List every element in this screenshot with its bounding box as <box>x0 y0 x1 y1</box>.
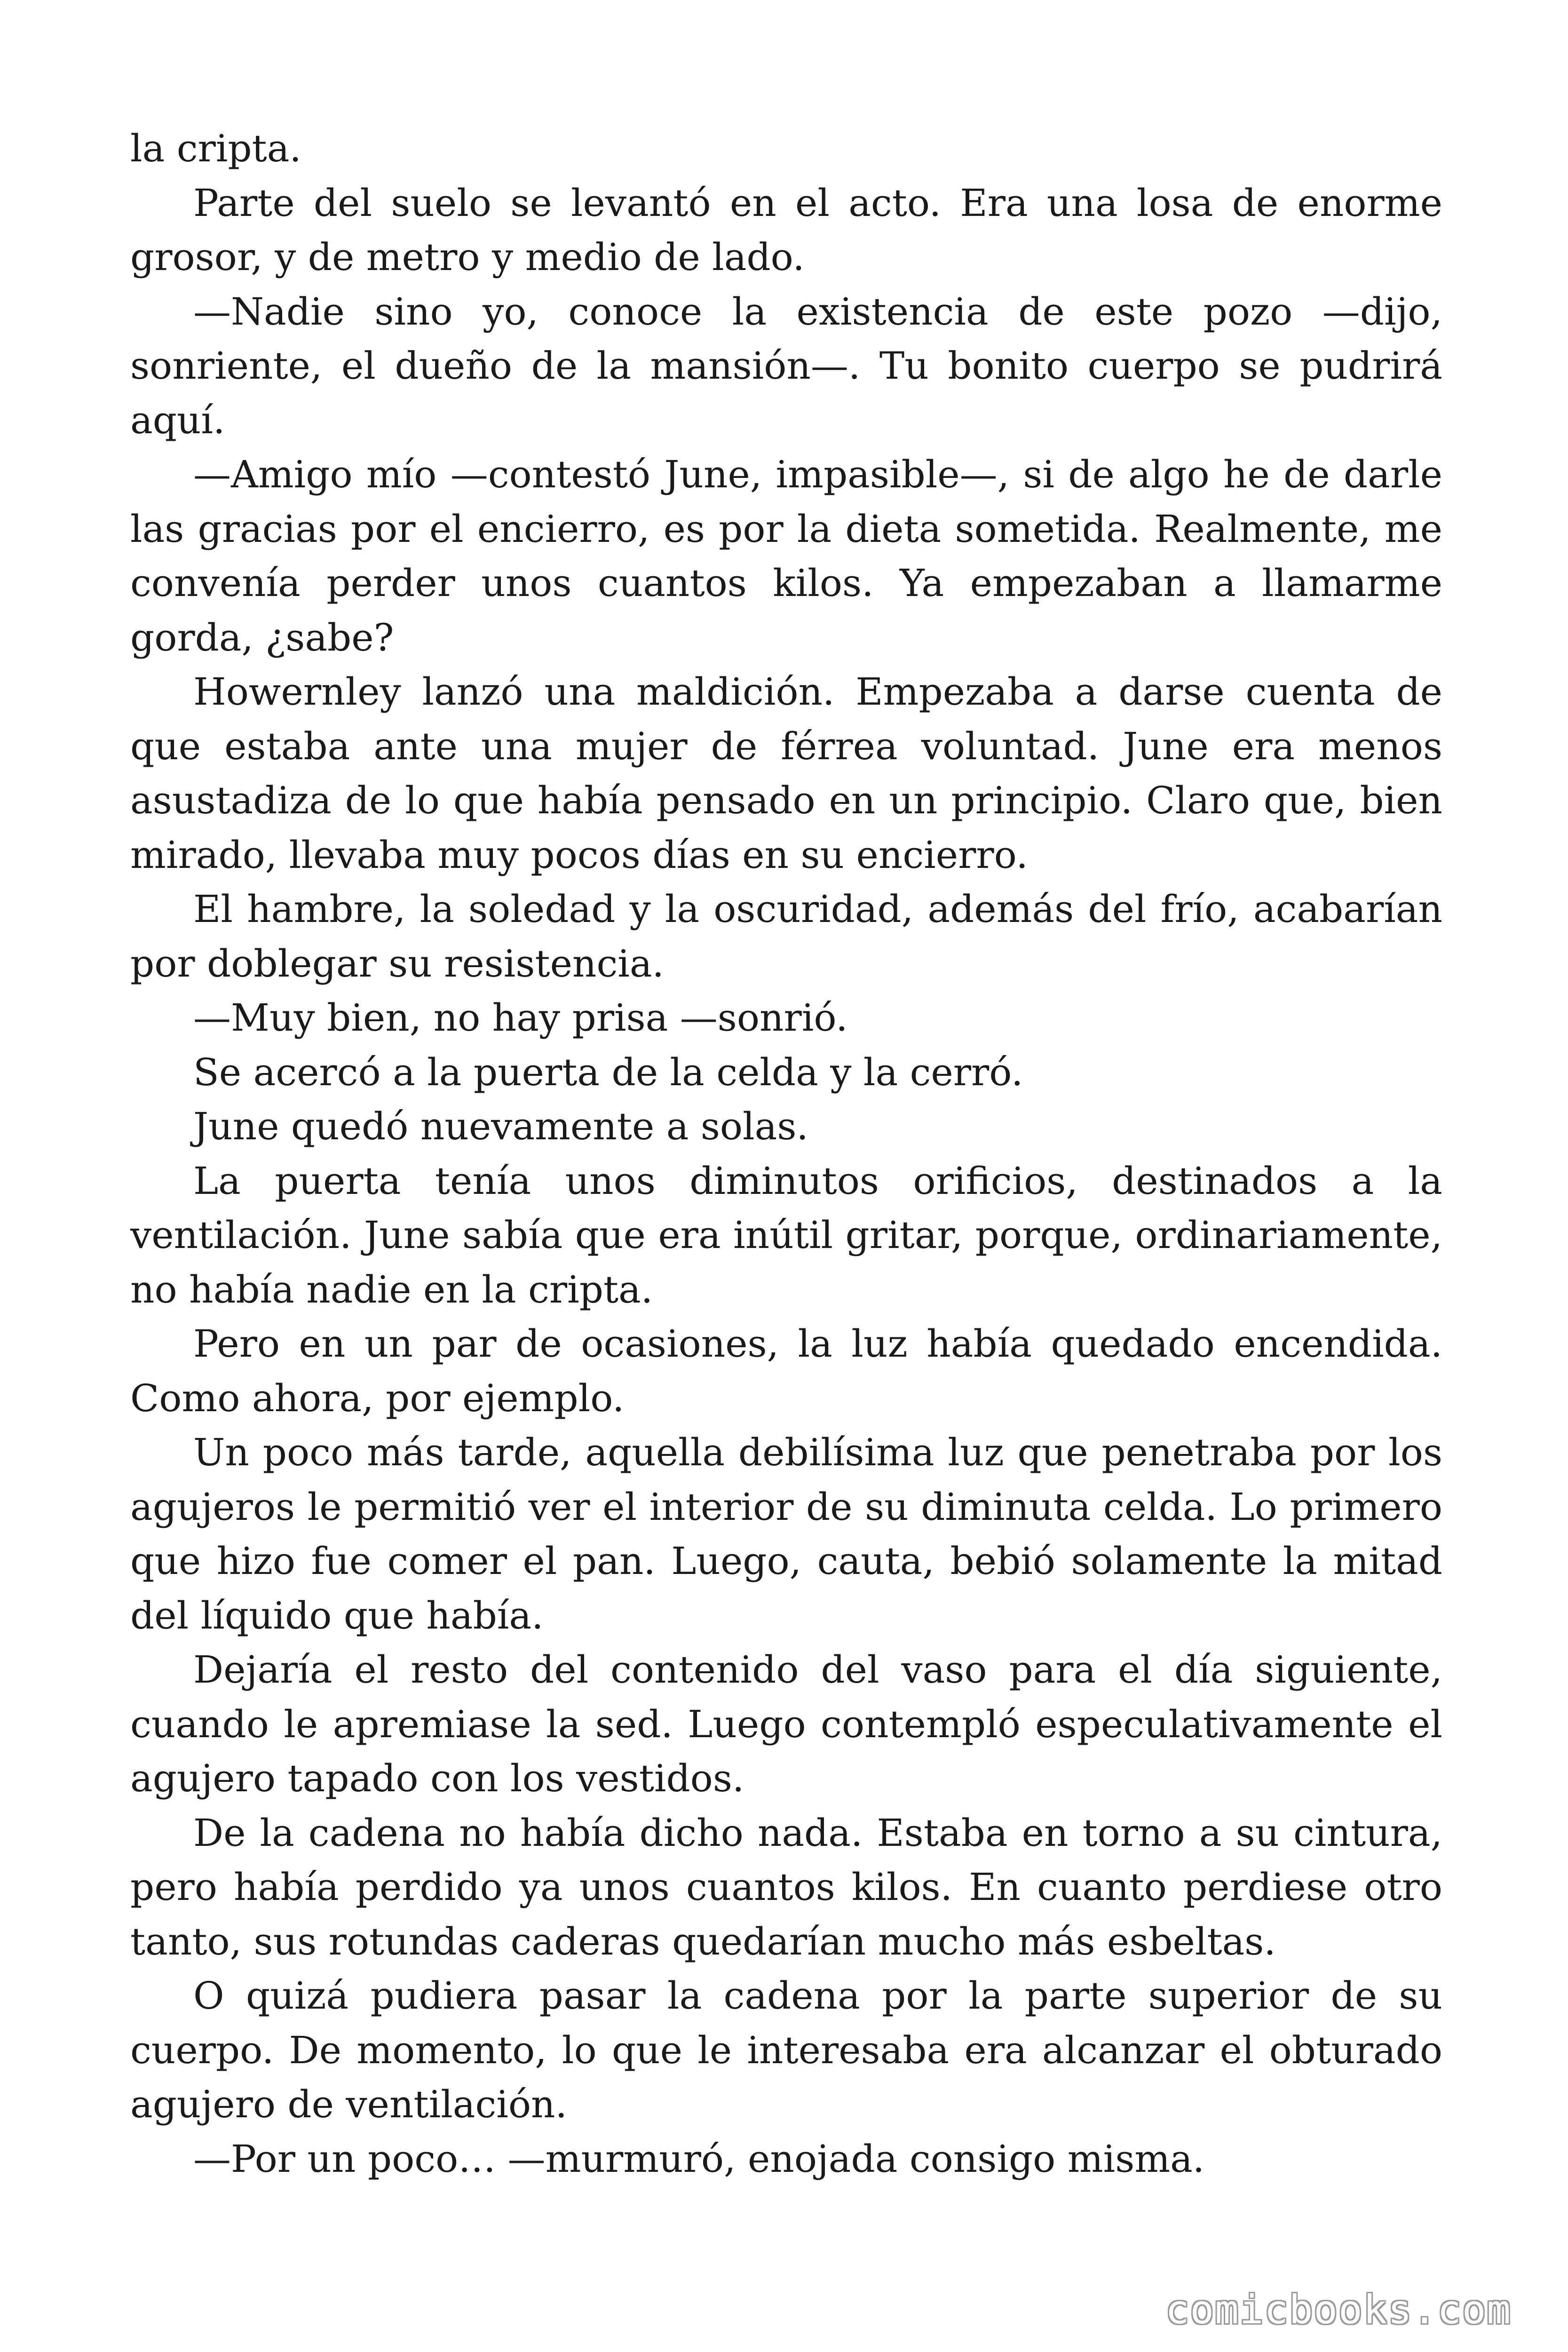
paragraph: O quizá pudiera pasar la cadena por la parte superior de su cuerpo. De momento, lo que le interesaba era alcanzar el obturado agujero de ventilación. <box>130 1974 1442 2126</box>
paragraph: El hambre, la soledad y la oscuridad, además del frío, acabarían por doblegar su resistencia. <box>130 887 1442 985</box>
body-text <box>130 121 1442 2186</box>
paragraph: Dejaría el resto del contenido del vaso para el día siguiente, cuando le apremiase la sed. Luego contempló especulativamente el agujero tapado con los vestidos. <box>130 1648 1442 1800</box>
paragraph: —Nadie sino yo, conoce la existencia de este pozo —dijo, sonriente, el dueño de la mansión—. Tu bonito cuerpo se pudrirá aquí. <box>130 289 1442 442</box>
paragraph: Se acercó a la puerta de la celda y la cerró. <box>193 1050 1023 1094</box>
paragraph: Parte del suelo se levantó en el acto. Era una losa de enorme grosor, y de metro y medio de lado. <box>130 181 1442 279</box>
paragraph: Pero en un par de ocasiones, la luz había quedado encendida. Como ahora, por ejemplo. <box>130 1322 1442 1420</box>
paragraph: Un poco más tarde, aquella debilísima luz que penetraba por los agujeros le permitió ver el interior de su diminuta celda. Lo primero que hizo fue comer el pan. Luego, cauta, bebió solamente la mitad del líquido que había. <box>130 1430 1442 1637</box>
paragraph: De la cadena no había dicho nada. Estaba en torno a su cintura, pero había perdido ya unos cuantos kilos. En cuanto perdiese otro tanto, sus rotundas caderas quedarían mucho más esbeltas. <box>130 1811 1442 1963</box>
watermark: comicbooks.com <box>1165 2287 1512 2333</box>
paragraph: la cripta. <box>130 127 301 170</box>
paragraph: —Amigo mío —contestó June, impasible—, si de algo he de darle las gracias por el encierro, es por la dieta sometida. Realmente, me convenía perder unos cuantos kilos. Ya empezaban a llamarme gorda, ¿sabe? <box>130 453 1442 660</box>
paragraph: La puerta tenía unos diminutos orificios, destinados a la ventilación. June sabía que era inútil gritar, porque, ordinariamente, no había nadie en la cripta. <box>130 1159 1442 1311</box>
paragraph: Howernley lanzó una maldición. Empezaba a darse cuenta de que estaba ante una mujer de férrea voluntad. June era menos asustadiza de lo que había pensado en un principio. Claro que, bien mirado, llevaba muy pocos días en su encierro. <box>130 670 1442 877</box>
paragraph: —Muy bien, no hay prisa —sonrió. <box>193 996 848 1040</box>
paragraph: —Por un poco… —murmuró, enojada consigo misma. <box>193 2137 1205 2181</box>
paragraph: June quedó nuevamente a solas. <box>193 1104 808 1148</box>
